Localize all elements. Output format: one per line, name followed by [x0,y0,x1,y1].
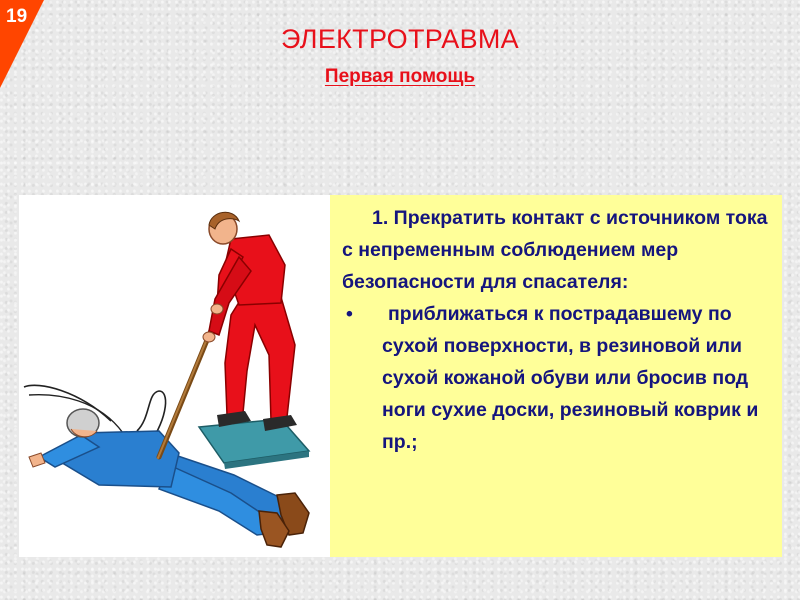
first-aid-illustration [19,195,330,557]
page-title: ЭЛЕКТРОТРАВМА [281,24,519,54]
bullet-item [342,298,772,458]
page-subtitle: Первая помощь [324,66,476,87]
step-text: 1. Прекратить контакт с источником тока с непременным соблюдением мер безопасности для спасателя: [342,207,768,293]
bullet-text: приближаться к пострадавшему по сухой поверхности, в резиновой или сухой кожаной обуви или бросив под ноги сухие доски, резиновый коврик и пр.; [382,303,759,453]
bullet-icon: • [346,303,353,325]
rescuer-with-wooden-stick-icon [19,195,330,557]
instruction-box [330,195,782,557]
slide-number: 19 [6,6,28,27]
